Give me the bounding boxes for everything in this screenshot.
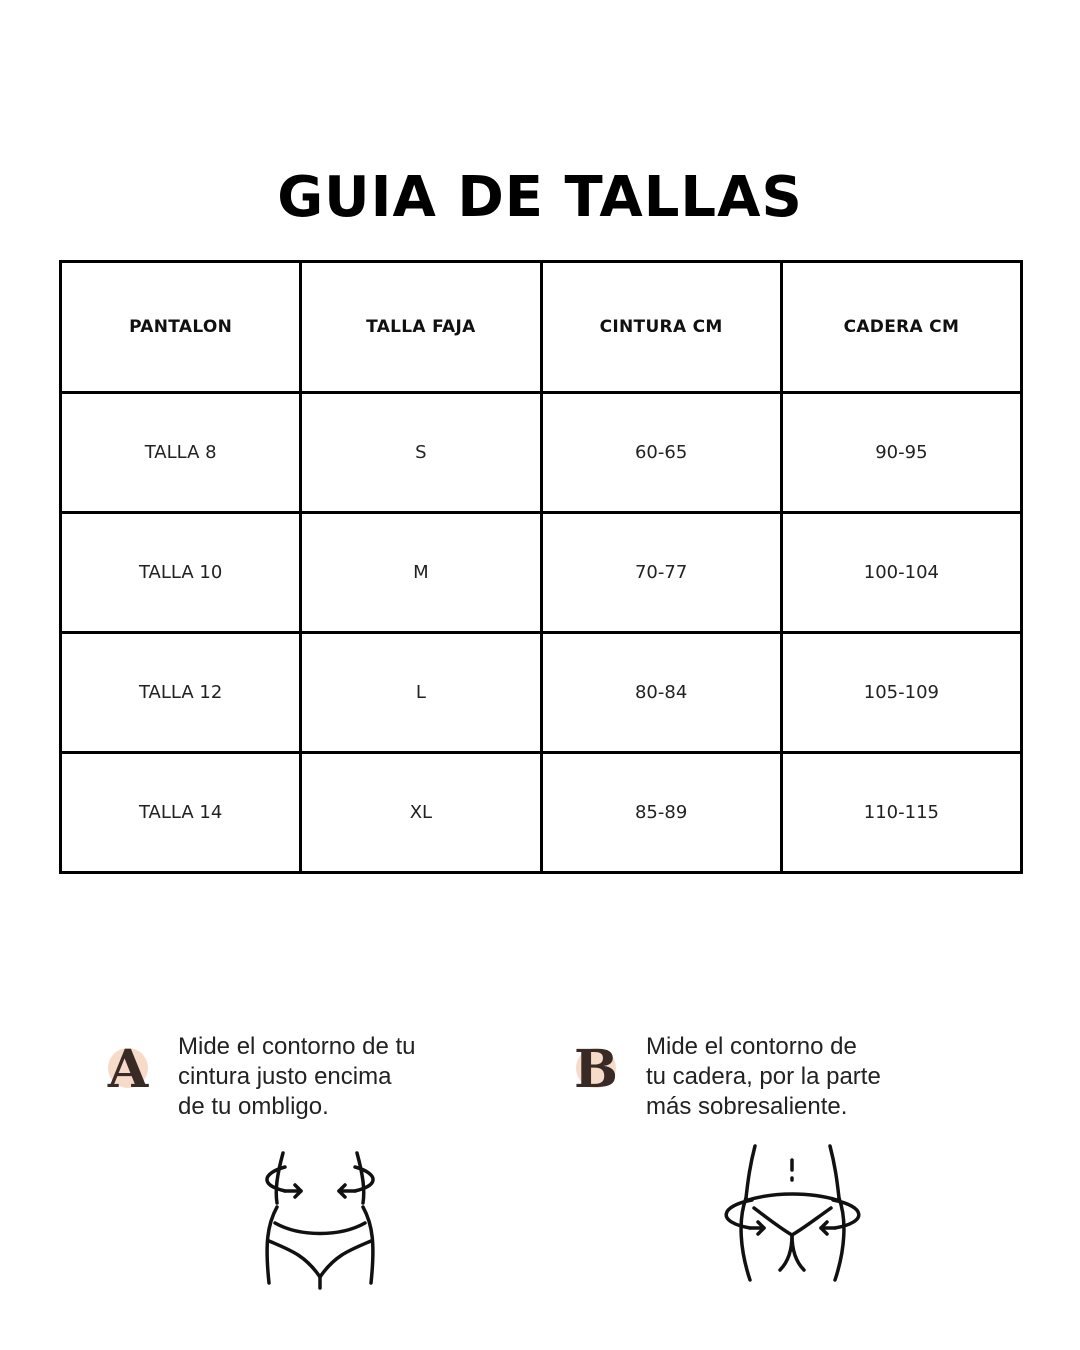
table-row (61, 633, 1022, 753)
cell-cadera: 90-95 (781, 393, 1021, 513)
cell-cadera: 110-115 (781, 753, 1021, 873)
cell-talla-faja: M (301, 513, 541, 633)
header-cadera: CADERA CM (781, 262, 1021, 393)
header-talla-faja: TALLA FAJA (301, 262, 541, 393)
page-title: GUIA DE TALLAS (277, 165, 803, 230)
cell-cintura: 85-89 (541, 753, 781, 873)
cell-talla-faja: S (301, 393, 541, 513)
table-row (61, 393, 1022, 513)
table-header-row (61, 262, 1022, 393)
table-row (61, 513, 1022, 633)
cell-cintura: 70-77 (541, 513, 781, 633)
table-row (61, 753, 1022, 873)
waist-measure-icon (255, 1145, 385, 1290)
badge-letter: B (574, 1039, 618, 1100)
cell-cintura: 80-84 (541, 633, 781, 753)
instruction-line: de tu ombligo. (178, 1093, 329, 1120)
header-pantalon: PANTALON (61, 262, 301, 393)
hip-measure-icon (710, 1140, 875, 1290)
instruction-line: más sobresaliente. (646, 1093, 848, 1120)
cell-pantalon: TALLA 8 (61, 393, 301, 513)
instruction-line: Mide el contorno de tu (178, 1033, 416, 1060)
instruction-line: Mide el contorno de (646, 1033, 857, 1060)
cell-cintura: 60-65 (541, 393, 781, 513)
header-cintura: CINTURA CM (541, 262, 781, 393)
cell-pantalon: TALLA 14 (61, 753, 301, 873)
cell-talla-faja: L (301, 633, 541, 753)
size-table (59, 260, 1023, 874)
cell-pantalon: TALLA 12 (61, 633, 301, 753)
instruction-waist (100, 1032, 478, 1122)
instruction-hip (568, 1032, 946, 1122)
letter-a-badge (100, 1040, 160, 1100)
badge-letter: A (107, 1039, 149, 1100)
instruction-line: cintura justo encima (178, 1063, 392, 1090)
instruction-text (646, 1032, 946, 1122)
cell-cadera: 105-109 (781, 633, 1021, 753)
cell-pantalon: TALLA 10 (61, 513, 301, 633)
cell-talla-faja: XL (301, 753, 541, 873)
letter-b-badge (568, 1040, 628, 1100)
instruction-text (178, 1032, 478, 1122)
instruction-line: tu cadera, por la parte (646, 1063, 881, 1090)
cell-cadera: 100-104 (781, 513, 1021, 633)
